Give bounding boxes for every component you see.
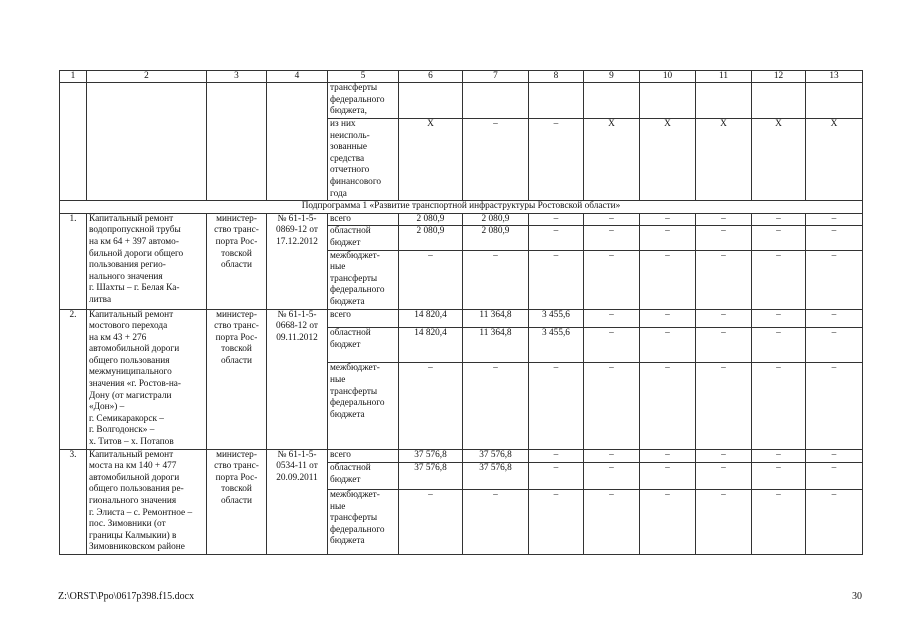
value-cell: –	[696, 449, 752, 463]
value-cell: –	[806, 363, 863, 449]
table-row	[60, 213, 863, 226]
column-number: 12	[752, 71, 806, 83]
value-cell: –	[584, 449, 640, 463]
customer-cell: министер- ство транс- порта Рос- товской области	[207, 309, 267, 449]
value-cell: –	[399, 490, 463, 555]
value-cell: –	[584, 250, 640, 309]
value-cell: –	[806, 250, 863, 309]
value-cell: Х	[399, 119, 463, 201]
table-row	[60, 449, 863, 463]
value-cell: 37 576,8	[399, 449, 463, 463]
value-cell: –	[584, 490, 640, 555]
column-number: 4	[267, 71, 328, 83]
value-cell: –	[640, 309, 696, 327]
value-cell	[640, 83, 696, 119]
column-number-row	[60, 71, 863, 83]
value-cell: 11 364,8	[463, 309, 529, 327]
value-cell: Х	[696, 119, 752, 201]
funding-type-cell: всего	[328, 309, 399, 327]
column-number: 10	[640, 71, 696, 83]
value-cell: –	[696, 226, 752, 250]
value-cell: –	[806, 309, 863, 327]
value-cell: –	[752, 309, 806, 327]
value-cell	[584, 83, 640, 119]
page-number: 30	[852, 591, 862, 602]
object-number: 2.	[60, 309, 87, 449]
value-cell: –	[696, 363, 752, 449]
object-name: Капитальный ремонт моста на км 140 + 477 автомобильной дороги общего пользования ре- гионального значения г. Элиста – с. Ремонтное – пос. Зимовники (от границы Калмыкии) в Зимовниковском районе	[87, 449, 207, 554]
value-cell: –	[529, 449, 584, 463]
document-cell: № 61-1-5- 0869-12 от 17.12.2012	[267, 213, 328, 309]
object-name: Капитальный ремонт мостового перехода на км 43 + 276 автомобильной дороги общего пользования межмуниципального значения «г. Ростов-на- Дону (от магистрали «Дон») – г. Семикаракорск – г. Волгодонск» – х. Титов – х. Потапов	[87, 309, 207, 449]
value-cell: 2 080,9	[463, 226, 529, 250]
table-cell	[267, 83, 328, 201]
value-cell: –	[696, 490, 752, 555]
value-cell: 37 576,8	[463, 463, 529, 490]
value-cell: –	[696, 213, 752, 226]
budget-table	[59, 70, 863, 555]
column-number: 9	[584, 71, 640, 83]
value-cell: 37 576,8	[463, 449, 529, 463]
column-number: 3	[207, 71, 267, 83]
value-cell: –	[463, 490, 529, 555]
customer-cell: министер- ство транс- порта Рос- товской области	[207, 213, 267, 309]
value-cell: –	[640, 363, 696, 449]
value-cell: 2 080,9	[399, 213, 463, 226]
value-cell: Х	[806, 119, 863, 201]
funding-type-cell: всего	[328, 213, 399, 226]
table-row	[60, 309, 863, 327]
value-cell: –	[584, 213, 640, 226]
table-cell	[87, 83, 207, 201]
value-cell: Х	[640, 119, 696, 201]
value-cell: –	[806, 449, 863, 463]
value-cell: –	[752, 363, 806, 449]
funding-type-cell: всего	[328, 449, 399, 463]
subprogram-title: Подпрограмма 1 «Развитие транспортной инфраструктуры Ростовской области»	[60, 201, 863, 214]
table-row	[60, 83, 863, 119]
funding-type-cell: областной бюджет	[328, 226, 399, 250]
column-number: 13	[806, 71, 863, 83]
table-cell	[60, 83, 87, 201]
file-path: Z:\ORST\Ppo\0617p398.f15.docx	[58, 591, 195, 602]
funding-type-cell: областной бюджет	[328, 327, 399, 362]
value-cell: –	[584, 463, 640, 490]
value-cell: –	[584, 327, 640, 362]
value-cell	[529, 83, 584, 119]
value-cell: –	[806, 226, 863, 250]
value-cell: –	[529, 119, 584, 201]
column-number: 7	[463, 71, 529, 83]
column-number: 1	[60, 71, 87, 83]
funding-type-cell: трансферты федерального бюджета,	[328, 83, 399, 119]
value-cell: –	[529, 490, 584, 555]
value-cell: –	[640, 226, 696, 250]
value-cell: –	[752, 449, 806, 463]
value-cell: –	[806, 327, 863, 362]
value-cell: –	[640, 490, 696, 555]
column-number: 8	[529, 71, 584, 83]
value-cell: –	[752, 327, 806, 362]
object-number: 1.	[60, 213, 87, 309]
value-cell: –	[463, 119, 529, 201]
customer-cell: министер- ство транс- порта Рос- товской области	[207, 449, 267, 554]
value-cell	[463, 83, 529, 119]
value-cell: –	[806, 463, 863, 490]
funding-type-cell: из них неисполь- зованные средства отчетного финансового года	[328, 119, 399, 201]
value-cell: –	[806, 213, 863, 226]
value-cell: –	[640, 213, 696, 226]
funding-type-cell: межбюджет- ные трансферты федерального бюджета	[328, 250, 399, 309]
value-cell: –	[640, 449, 696, 463]
document-cell: № 61-1-5- 0534-11 от 20.09.2011	[267, 449, 328, 554]
funding-type-cell: межбюджет- ные трансферты федерального бюджета	[328, 490, 399, 555]
value-cell: –	[399, 363, 463, 449]
value-cell: –	[696, 463, 752, 490]
value-cell: –	[752, 490, 806, 555]
value-cell: –	[463, 363, 529, 449]
value-cell	[752, 83, 806, 119]
column-number: 2	[87, 71, 207, 83]
funding-type-cell: областной бюджет	[328, 463, 399, 490]
table-cell	[207, 83, 267, 201]
value-cell: –	[752, 250, 806, 309]
value-cell: –	[584, 309, 640, 327]
value-cell: –	[696, 309, 752, 327]
value-cell: 2 080,9	[399, 226, 463, 250]
value-cell: –	[696, 327, 752, 362]
column-number: 11	[696, 71, 752, 83]
value-cell: –	[529, 213, 584, 226]
table-body	[60, 71, 863, 555]
value-cell: –	[806, 490, 863, 555]
value-cell: 3 455,6	[529, 309, 584, 327]
value-cell	[399, 83, 463, 119]
value-cell: 14 820,4	[399, 327, 463, 362]
value-cell	[696, 83, 752, 119]
value-cell: 11 364,8	[463, 327, 529, 362]
value-cell: –	[463, 250, 529, 309]
value-cell: –	[752, 213, 806, 226]
value-cell: –	[640, 250, 696, 309]
value-cell: 3 455,6	[529, 327, 584, 362]
column-number: 5	[328, 71, 399, 83]
value-cell: –	[584, 363, 640, 449]
value-cell: –	[696, 250, 752, 309]
value-cell: –	[584, 226, 640, 250]
value-cell: –	[640, 463, 696, 490]
document-cell: № 61-1-5- 0668-12 от 09.11.2012	[267, 309, 328, 449]
value-cell: 2 080,9	[463, 213, 529, 226]
value-cell: –	[529, 363, 584, 449]
subprogram-row	[60, 201, 863, 214]
value-cell: –	[529, 463, 584, 490]
funding-type-cell: межбюджет- ные трансферты федерального бюджета	[328, 363, 399, 449]
value-cell: Х	[584, 119, 640, 201]
value-cell: –	[640, 327, 696, 362]
object-name: Капитальный ремонт водопропускной трубы на км 64 + 397 автомо- бильной дороги общего пользования регио- нального значения г. Шахты – г. Белая Ка- литва	[87, 213, 207, 309]
value-cell	[806, 83, 863, 119]
value-cell: Х	[752, 119, 806, 201]
value-cell: –	[752, 463, 806, 490]
value-cell: 14 820,4	[399, 309, 463, 327]
value-cell: –	[752, 226, 806, 250]
value-cell: –	[529, 226, 584, 250]
column-number: 6	[399, 71, 463, 83]
value-cell: 37 576,8	[399, 463, 463, 490]
value-cell: –	[529, 250, 584, 309]
value-cell: –	[399, 250, 463, 309]
object-number: 3.	[60, 449, 87, 554]
